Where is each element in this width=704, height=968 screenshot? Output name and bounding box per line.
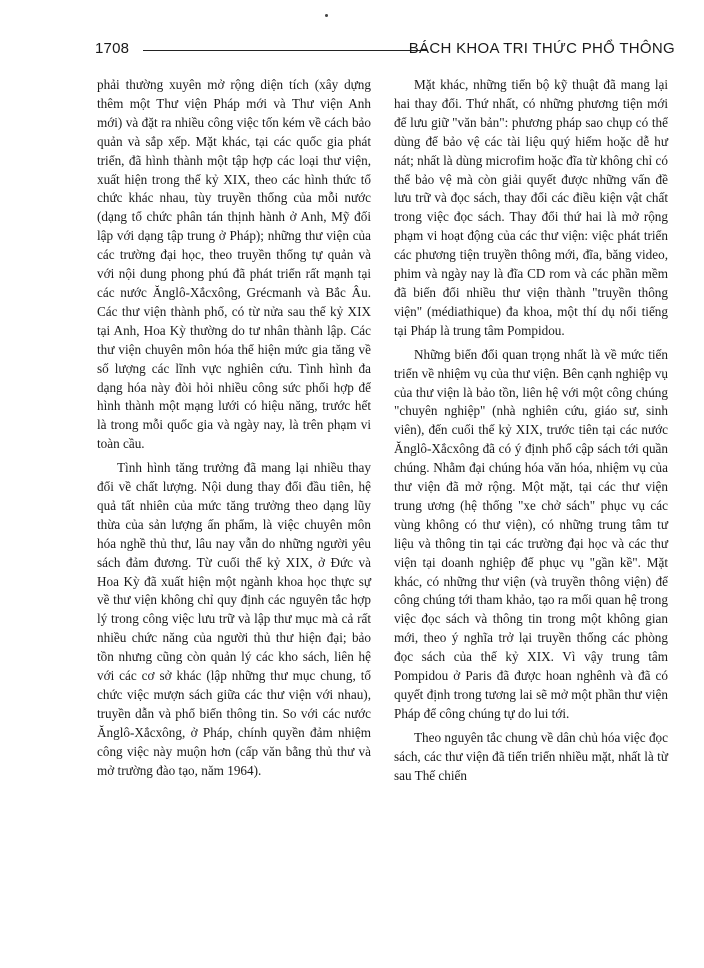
paragraph: phải thường xuyên mở rộng diện tích (xây dựng thêm một Thư viện Pháp mới và Thư viện Anh mới) và đặt ra nhiều công việc tốn kém về cách bảo quản và sắp xếp. Mặt khác, tại các quốc gia phát triển, đã hình thành một tập hợp các loại thư viện, xuất hiện trong thế kỷ XIX, theo các hình thức tổ chức khác nhau, tùy truyền thống của mỗi nước (dạng tổ chức phân tán thịnh hành ở Anh, Mỹ đối lập với dạng tập trung ở Pháp); những thư viện của các trường đại học, theo truyền thống tự quản và với nội dung phong phú đã phát triển rất mạnh tại các nước Ănglô-Xắcxông, Grécmanh và Bắc Âu. Các thư viện thành phố, có từ nửa sau thế kỷ XIX tại Anh, Hoa Kỳ thường do tư nhân thành lập. Các thư viện chuyên môn hóa thể hiện mức gia tăng về số lượng các lĩnh vực nghiên cứu. Tình hình đa dạng hóa này đòi hỏi nhiều công sức phối hợp để hình thành một mạng lưới có hiệu năng, trước hết là trong mỗi quốc gia và ngày nay, là trên phạm vi toàn cầu. bbox=[97, 77, 371, 452]
paragraph: Theo nguyên tắc chung về dân chủ hóa việc đọc sách, các thư viện đã tiến triển nhiều mặt, nhất là từ sau Thế chiến bbox=[394, 729, 668, 783]
paragraph: Tình hình tăng trưởng đã mang lại nhiều thay đổi về chất lượng. Nội dung thay đổi đầu tiên, hệ quả tất nhiên của mức tăng trưởng theo dạng lũy thừa của sản lượng ấn phẩm, là việc chuyên môn hóa nghề thủ thư, lâu nay vẫn do những người yêu sách đảm đương. Từ cuối thế kỷ XIX, ở Đức và Hoa Kỳ đã xuất hiện một ngành khoa học thực sự về thư viện không chỉ quy định các nguyên tắc hợp lý trong công việc lưu trữ và lập thư mục mà cả rất nhiều chức năng của người thủ thư hiện đại; bảo tồn nhưng cũng còn quản lý các kho sách, liên hệ với các cơ sở khác (lập những thư mục chung, tổ chức việc mượn sách giữa các thư viện với nhau), truyền dẫn và phổ biến thông tin. So với các nước Ănglô-Xắcxông, ở Pháp, chính quyền đảm nhiệm công việc này muộn hơn (cấp văn bằng thủ thư và mở trường đào tạo, năm 1964). bbox=[97, 460, 371, 778]
running-title: BÁCH KHOA TRI THỨC PHỔ THÔNG bbox=[408, 40, 675, 57]
page-header bbox=[95, 40, 675, 62]
header-rule bbox=[143, 50, 427, 51]
print-speck bbox=[325, 14, 328, 17]
left-column bbox=[97, 76, 371, 786]
paragraph: Những biến đổi quan trọng nhất là về mức tiến triển về nhiệm vụ của thư viện. Bên cạnh nghiệp vụ của thư viện là bảo tồn, liên hệ với một công chúng "chuyên nghiệp" (nhà nghiên cứu, giáo sư, sinh viên), đến cuối thế kỷ XIX, trước tiên tại các nước Ănglô-Xắcxông đã có ý định phổ cập sách tới quần chúng. Nhằm đại chúng hóa văn hóa, nhiệm vụ của thư viện đã mở rộng. Một mặt, tại các thư viện trung ương (hệ thống "xe chở sách" phục vụ các vùng không có thư viện), có những trung tâm tư liệu và thông tin tại các trường đại học và các thư viện tại doanh nghiệp để phục vụ "gần kề". Mặt khác, có những thư viện (và truyền thông viện) để công chúng tới tham khảo, tạo ra mối quan hệ trong việc đọc sách và thông tin trong một không gian mới, theo ý nghĩa trở lại truyền thống các phòng đọc sách của thế kỷ XIX. Vì vậy trung tâm Pompidou ở Paris đã được hoan nghênh và đã có quyết định trong tương lai sẽ mở một phần thư viện Pháp để công chúng tự do lui tới. bbox=[394, 346, 668, 721]
paragraph: Mặt khác, những tiến bộ kỹ thuật đã mang lại hai thay đổi. Thứ nhất, có những phương tiện mới để lưu giữ "văn bản": phương pháp sao chụp có thể dùng để bảo vệ các tài liệu quý hiếm hoặc dễ hư nát; nhất là dùng microfim hoặc đĩa từ không chỉ có thể bảo vệ mà còn giải quyết được những vấn đề lưu trữ và đọc sách, thay đổi các điều kiện vật chất trong việc đọc sách. Thay đổi thứ hai là mở rộng phạm vi hoạt động của các thư viện: việc phát triển các phương tiện truyền thông mới, đĩa, băng video, phim và ngày nay là đĩa CD rom và các phần mềm đã biến đổi nhiều thư viện thành "truyền thông viện" (médiathique) đa khoa, một thí dụ nổi tiếng tại Pháp là trung tâm Pompidou. bbox=[394, 77, 668, 338]
right-column bbox=[394, 76, 668, 791]
page-number: 1708 bbox=[95, 40, 130, 57]
